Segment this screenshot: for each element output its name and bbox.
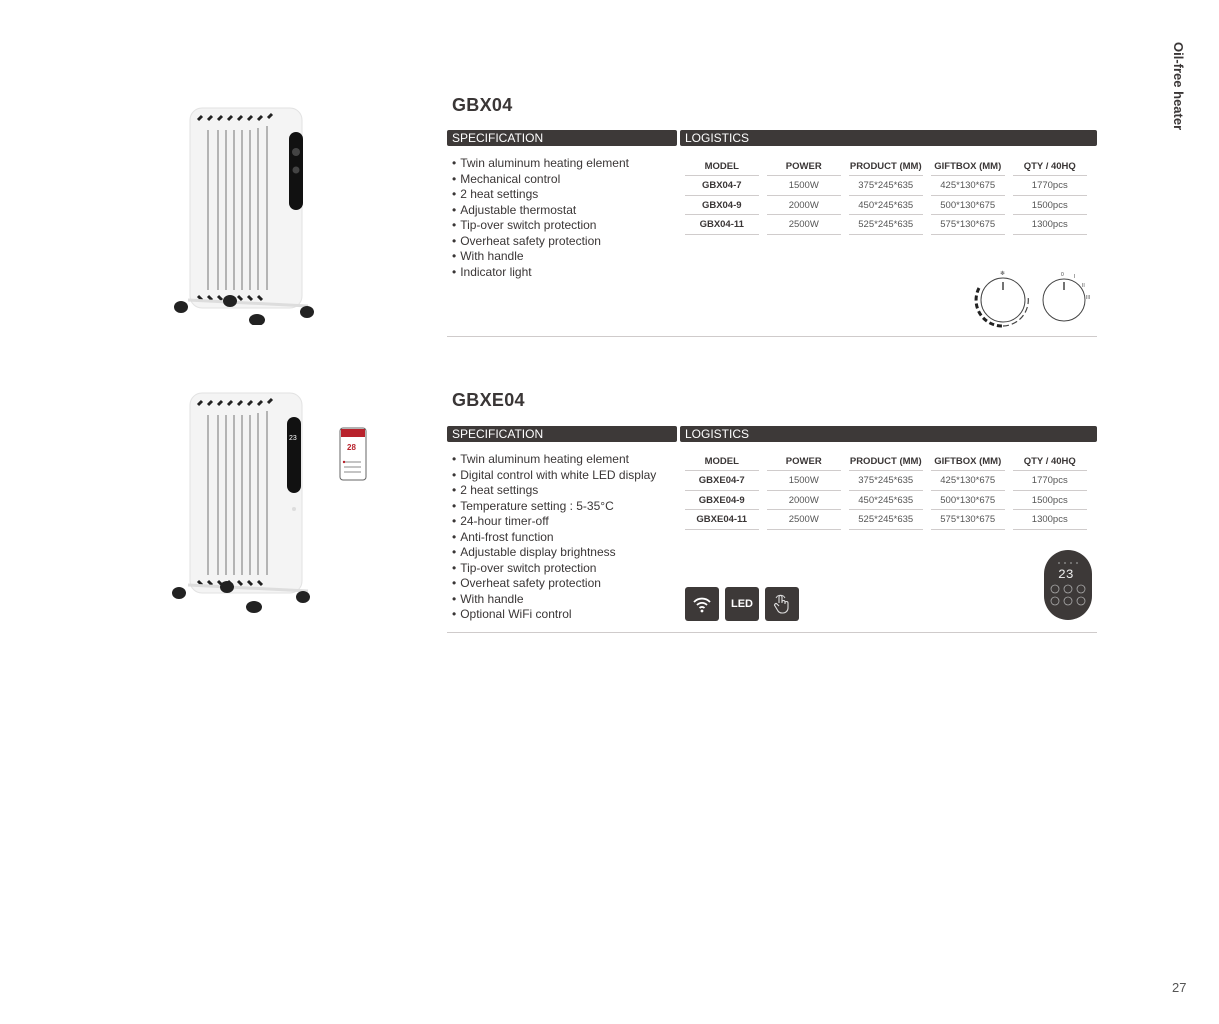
cell-qty: 1770pcs bbox=[1013, 471, 1087, 491]
svg-text:❄: ❄ bbox=[1000, 271, 1006, 277]
cell-product-size: 375*245*635 bbox=[849, 176, 923, 196]
logistics-table bbox=[685, 453, 1095, 530]
cell-power: 1500W bbox=[767, 176, 841, 196]
header-model: MODEL bbox=[685, 158, 759, 176]
header-power: POWER bbox=[767, 453, 841, 471]
section-label: Oil-free heater bbox=[1171, 42, 1186, 131]
header-giftbox-size: GIFTBOX (MM) bbox=[931, 158, 1005, 176]
header-product-size: PRODUCT (MM) bbox=[849, 158, 923, 176]
table-row bbox=[685, 471, 1095, 491]
cell-model: GBXE04-9 bbox=[685, 491, 759, 511]
cell-product-size: 525*245*635 bbox=[849, 510, 923, 530]
thermostat-dial-icon bbox=[976, 270, 1028, 326]
digital-control-panel-image bbox=[1044, 550, 1092, 620]
cell-power: 2500W bbox=[767, 510, 841, 530]
oil-free-heater-digital-image bbox=[168, 385, 323, 615]
cell-model: GBX04-11 bbox=[685, 215, 759, 235]
cell-product-size: 450*245*635 bbox=[849, 196, 923, 216]
cell-qty: 1770pcs bbox=[1013, 176, 1087, 196]
feature-icons bbox=[685, 587, 799, 621]
section-divider bbox=[447, 336, 1097, 337]
table-header-row bbox=[685, 453, 1095, 471]
svg-text:I: I bbox=[1074, 274, 1076, 280]
table-row bbox=[685, 196, 1095, 216]
cell-model: GBX04-7 bbox=[685, 176, 759, 196]
feature-item: • Mechanical control bbox=[452, 172, 629, 188]
smartphone-app-image bbox=[339, 427, 367, 481]
logistics-header: LOGISTICS bbox=[680, 130, 1097, 146]
cell-giftbox-size: 425*130*675 bbox=[931, 471, 1005, 491]
feature-item: • With handle bbox=[452, 249, 629, 265]
svg-text:28: 28 bbox=[347, 443, 356, 452]
power-dial-icon bbox=[1043, 272, 1090, 321]
feature-item: • Optional WiFi control bbox=[452, 607, 656, 623]
feature-list bbox=[452, 156, 629, 280]
section-divider bbox=[447, 632, 1097, 633]
cell-giftbox-size: 500*130*675 bbox=[931, 491, 1005, 511]
specification-header: SPECIFICATION bbox=[447, 130, 677, 146]
cell-power: 1500W bbox=[767, 471, 841, 491]
feature-item: • Twin aluminum heating element bbox=[452, 156, 629, 172]
cell-product-size: 450*245*635 bbox=[849, 491, 923, 511]
cell-power: 2500W bbox=[767, 215, 841, 235]
cell-power: 2000W bbox=[767, 196, 841, 216]
cell-product-size: 375*245*635 bbox=[849, 471, 923, 491]
feature-item: • 2 heat settings bbox=[452, 187, 629, 203]
cell-giftbox-size: 575*130*675 bbox=[931, 510, 1005, 530]
feature-item: • Tip-over switch protection bbox=[452, 218, 629, 234]
led-icon: LED bbox=[725, 587, 759, 621]
feature-item: • Tip-over switch protection bbox=[452, 561, 656, 577]
logistics-header: LOGISTICS bbox=[680, 426, 1097, 442]
svg-text:III: III bbox=[1086, 295, 1091, 301]
cell-model: GBXE04-11 bbox=[685, 510, 759, 530]
feature-item: • With handle bbox=[452, 592, 656, 608]
cell-giftbox-size: 575*130*675 bbox=[931, 215, 1005, 235]
wifi-icon bbox=[685, 587, 719, 621]
table-row bbox=[685, 215, 1095, 235]
header-power: POWER bbox=[767, 158, 841, 176]
feature-item: • Temperature setting : 5-35°C bbox=[452, 499, 656, 515]
cell-power: 2000W bbox=[767, 491, 841, 511]
specification-header: SPECIFICATION bbox=[447, 426, 677, 442]
touch-icon bbox=[765, 587, 799, 621]
svg-text:23: 23 bbox=[289, 435, 297, 442]
cell-qty: 1300pcs bbox=[1013, 510, 1087, 530]
feature-item: • 24-hour timer-off bbox=[452, 514, 656, 530]
cell-qty: 1500pcs bbox=[1013, 196, 1087, 216]
feature-item: • Digital control with white LED display bbox=[452, 468, 656, 484]
cell-model: GBXE04-7 bbox=[685, 471, 759, 491]
header-qty: QTY / 40HQ bbox=[1013, 158, 1087, 176]
header-giftbox-size: GIFTBOX (MM) bbox=[931, 453, 1005, 471]
product-title: GBXE04 bbox=[452, 390, 525, 410]
cell-product-size: 525*245*635 bbox=[849, 215, 923, 235]
table-header-row bbox=[685, 158, 1095, 176]
page-number: 27 bbox=[1172, 980, 1187, 995]
cell-model: GBX04-9 bbox=[685, 196, 759, 216]
table-row bbox=[685, 176, 1095, 196]
header-product-size: PRODUCT (MM) bbox=[849, 453, 923, 471]
feature-list bbox=[452, 452, 656, 623]
control-dials-diagram bbox=[970, 266, 1100, 328]
table-row bbox=[685, 510, 1095, 530]
feature-item: • Twin aluminum heating element bbox=[452, 452, 656, 468]
cell-qty: 1300pcs bbox=[1013, 215, 1087, 235]
svg-text:0: 0 bbox=[1061, 272, 1064, 278]
table-row bbox=[685, 491, 1095, 511]
feature-item: • Adjustable thermostat bbox=[452, 203, 629, 219]
feature-item: • Anti-frost function bbox=[452, 530, 656, 546]
cell-giftbox-size: 425*130*675 bbox=[931, 176, 1005, 196]
svg-text:II: II bbox=[1082, 283, 1085, 289]
cell-giftbox-size: 500*130*675 bbox=[931, 196, 1005, 216]
header-model: MODEL bbox=[685, 453, 759, 471]
cell-qty: 1500pcs bbox=[1013, 491, 1087, 511]
header-qty: QTY / 40HQ bbox=[1013, 453, 1087, 471]
logistics-table bbox=[685, 158, 1095, 235]
feature-item: • Indicator light bbox=[452, 265, 629, 281]
oil-free-heater-mechanical-image bbox=[168, 100, 323, 325]
feature-item: • Adjustable display brightness bbox=[452, 545, 656, 561]
product-title: GBX04 bbox=[452, 95, 513, 115]
svg-text:23: 23 bbox=[1058, 567, 1074, 582]
feature-item: • Overheat safety protection bbox=[452, 576, 656, 592]
feature-item: • 2 heat settings bbox=[452, 483, 656, 499]
feature-item: • Overheat safety protection bbox=[452, 234, 629, 250]
